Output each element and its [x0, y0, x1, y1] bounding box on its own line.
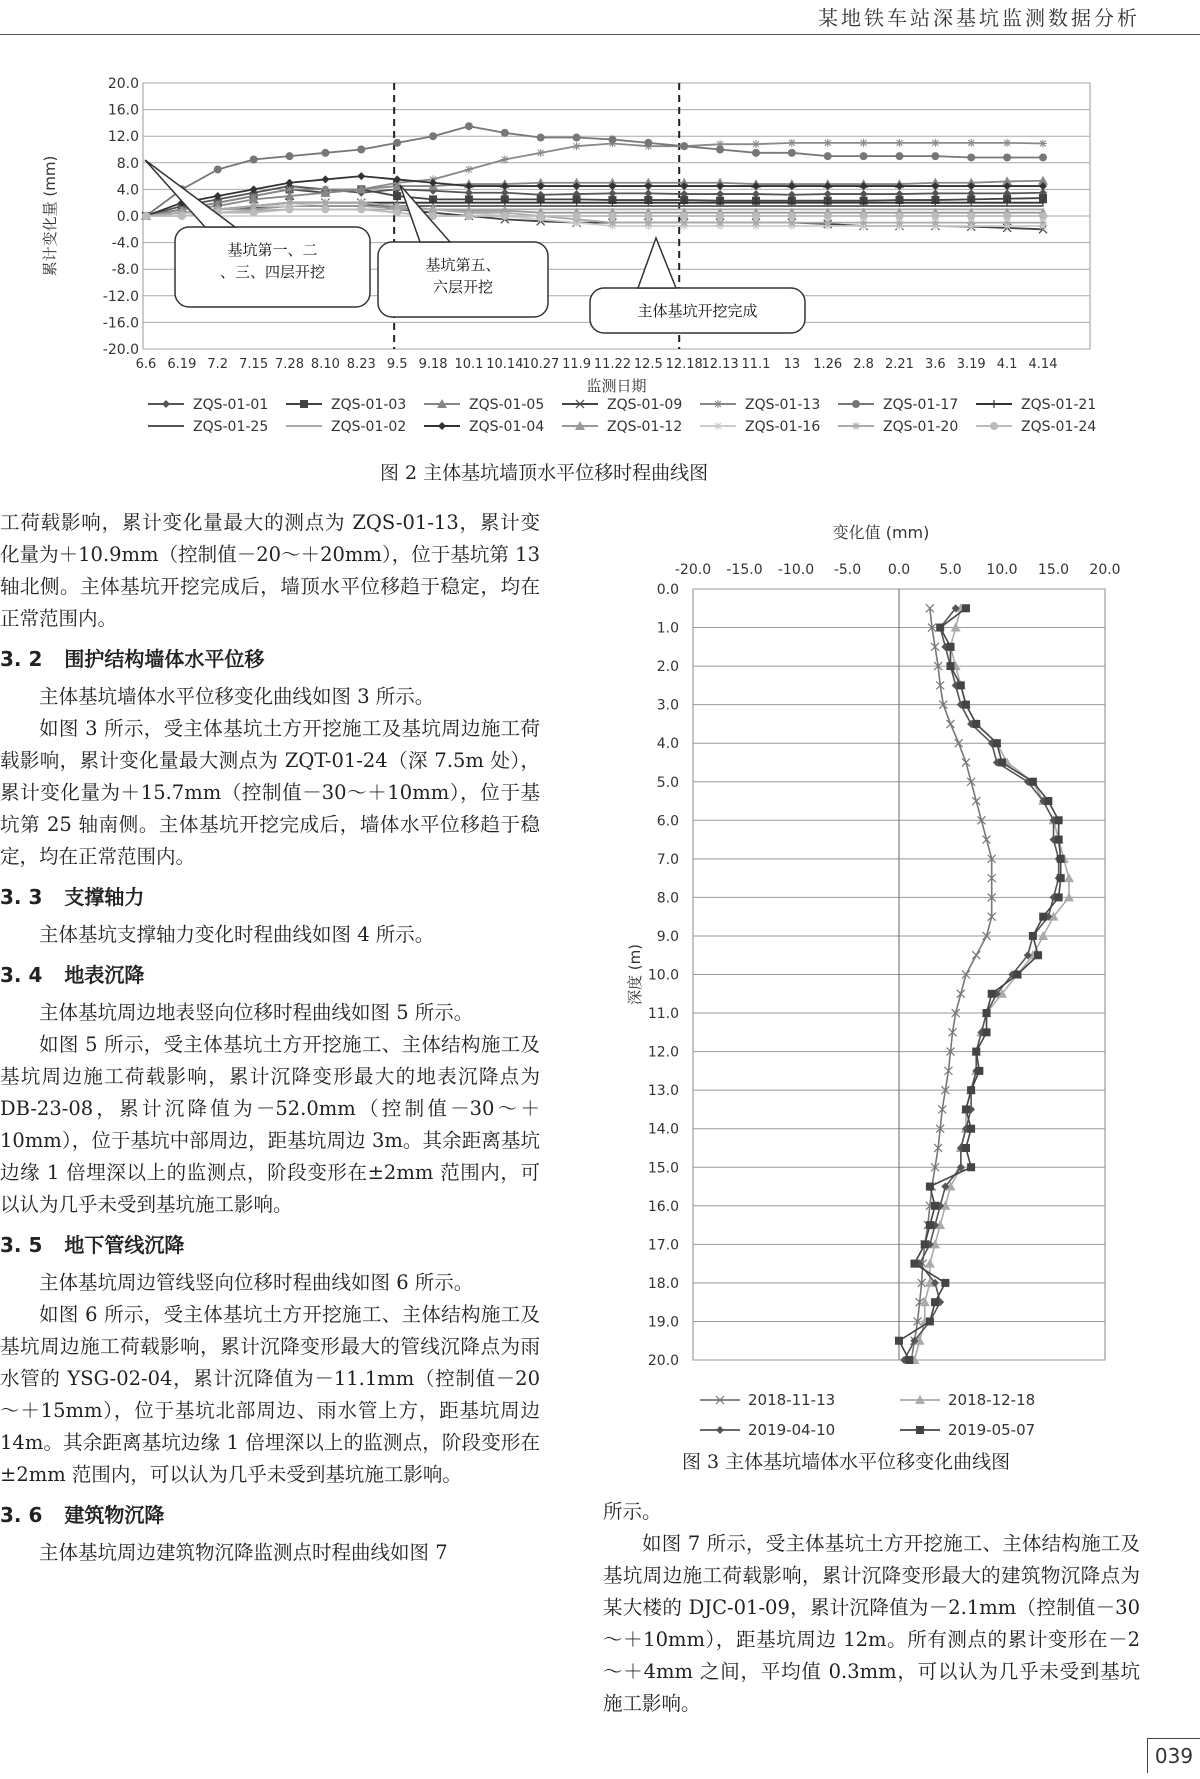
legend-item	[562, 397, 682, 413]
y-tick-label: 5.0	[656, 774, 679, 791]
callout-text: 、三、四层开挖	[219, 263, 326, 281]
section-title: 建筑物沉降	[64, 1503, 165, 1527]
left-column	[0, 507, 540, 1569]
data-point	[214, 165, 222, 173]
y-tick-label: 7.0	[656, 851, 679, 868]
data-point	[931, 1298, 939, 1306]
data-point	[895, 1337, 903, 1345]
y-tick-label: 0.0	[656, 582, 679, 598]
x-tick-label: 10.1	[454, 357, 484, 372]
section-number: 3. 5	[0, 1233, 43, 1257]
data-point	[752, 212, 760, 220]
data-point	[680, 142, 688, 150]
x-tick-label: 4.14	[1028, 357, 1058, 372]
data-point	[357, 185, 365, 193]
x-tick-label: 3.19	[956, 357, 986, 372]
section-heading-3-5	[0, 1229, 540, 1261]
data-point	[936, 624, 944, 632]
legend-label: ZQS-01-03	[331, 397, 407, 413]
x-tick-label: 9.18	[418, 357, 448, 372]
data-point	[931, 152, 939, 160]
data-point	[1055, 816, 1063, 824]
y-tick-label: 6.0	[656, 813, 679, 830]
legend-label: ZQS-01-24	[1021, 419, 1097, 435]
callout-mask	[204, 228, 236, 232]
data-point	[321, 205, 329, 213]
x-tick-label: -10.0	[777, 562, 815, 578]
x-tick-label: 12.13	[701, 357, 739, 372]
x-tick-label: 6.6	[135, 357, 157, 372]
legend-item	[562, 419, 682, 435]
x-tick-label: 5.0	[939, 562, 962, 578]
legend-item	[976, 419, 1096, 435]
x-tick-label: -5.0	[833, 562, 862, 578]
data-point	[501, 129, 509, 137]
legend-label: ZQS-01-17	[883, 397, 959, 413]
callout-mask	[637, 289, 677, 293]
section-heading-3-6	[0, 1499, 540, 1531]
data-point	[1039, 212, 1047, 220]
data-point	[501, 155, 509, 163]
legend-label: ZQS-01-09	[607, 397, 683, 413]
paragraph: 主体基坑周边管线竖向位移时程曲线如图 6 所示。	[39, 1271, 474, 1294]
paragraph: 如图 5 所示，受主体基坑土方开挖施工、主体结构施工及基坑周边施工荷载影响，累计沉降变形最大的地表沉降点为 DB-23-08，累计沉降值为－52.0mm（控制值－30～＋10mm），位于基坑中部周边，距基坑周边 3m。其余距离基坑边缘 1 倍埋深以上的监测点，阶段变形在±2mm 范围内，可以认为几乎未受到基坑施工影响。	[0, 1033, 540, 1216]
data-point	[1003, 212, 1011, 220]
data-point	[967, 212, 975, 220]
x-tick-label: 2.21	[885, 357, 914, 372]
data-point	[393, 139, 401, 147]
x-tick-label: 8.23	[346, 357, 376, 372]
data-point	[465, 212, 473, 220]
data-point	[537, 134, 545, 142]
y-tick-label: 17.0	[647, 1237, 679, 1254]
y-tick-label: 11.0	[647, 1006, 679, 1023]
y-tick-label: 18.0	[647, 1275, 679, 1292]
x-tick-label: 11.22	[593, 357, 632, 372]
data-point	[250, 155, 258, 163]
data-point	[926, 1221, 934, 1229]
data-point	[962, 701, 970, 709]
y-axis-label: 累计变化量 (mm)	[41, 155, 59, 277]
data-point	[957, 681, 965, 689]
figure-2-caption: 图 2 主体基坑墙顶水平位移时程曲线图	[380, 462, 709, 484]
section-number: 3. 2	[0, 647, 43, 671]
data-point	[573, 142, 581, 150]
data-point	[931, 139, 939, 147]
data-point	[1057, 874, 1065, 882]
y-tick-label: 13.0	[647, 1083, 679, 1100]
y-tick-label: 4.0	[656, 736, 679, 753]
data-point	[393, 209, 401, 217]
data-point	[788, 212, 796, 220]
legend-label: ZQS-01-21	[1021, 397, 1097, 413]
data-point	[286, 152, 294, 160]
data-point	[1044, 797, 1052, 805]
data-point	[178, 212, 186, 220]
x-tick-label: 6.19	[167, 357, 197, 372]
section-number: 3. 3	[0, 885, 43, 909]
data-point	[895, 212, 903, 220]
data-point	[947, 662, 955, 670]
data-point	[972, 1048, 980, 1056]
legend-marker	[852, 400, 860, 408]
data-point	[680, 212, 688, 220]
data-point	[967, 1125, 975, 1133]
data-point	[931, 1202, 939, 1210]
y-tick-label: 14.0	[647, 1121, 679, 1138]
data-point	[1003, 139, 1011, 147]
data-point	[1003, 153, 1011, 161]
legend-label: ZQS-01-02	[331, 419, 407, 435]
data-point	[716, 146, 724, 154]
section-heading-3-2	[0, 643, 540, 675]
data-point	[998, 758, 1006, 766]
data-point	[1013, 971, 1021, 979]
y-tick-label: -4.0	[111, 235, 139, 252]
data-point	[250, 209, 258, 217]
section-heading-3-3	[0, 881, 540, 913]
x-tick-label: 3.6	[925, 357, 946, 372]
section-title: 地表沉降	[64, 963, 145, 987]
x-tick-label: 7.28	[275, 357, 304, 372]
legend-marker	[990, 400, 998, 408]
data-point	[967, 1163, 975, 1171]
figure-3-chart	[600, 515, 1160, 1439]
x-tick-label: 10.27	[522, 357, 560, 372]
data-point	[1029, 932, 1037, 940]
legend-marker	[852, 422, 860, 430]
paragraph: 所示。	[603, 1500, 662, 1523]
data-point	[321, 185, 329, 193]
data-point	[429, 132, 437, 140]
data-point	[962, 1105, 970, 1113]
callout-text: 基坑第一、二	[227, 241, 318, 259]
legend-marker	[990, 422, 998, 430]
x-tick-label: -15.0	[726, 562, 763, 578]
section-number: 3. 4	[0, 963, 43, 987]
figure-2-chart	[0, 60, 1200, 510]
legend-item	[900, 1421, 1035, 1439]
x-tick-label: 11.9	[562, 357, 592, 372]
callout-mask	[419, 243, 451, 247]
data-point	[465, 165, 473, 173]
x-tick-label: 9.5	[386, 357, 408, 372]
y-tick-label: 15.0	[647, 1160, 679, 1177]
x-tick-label: 8.10	[310, 357, 340, 372]
data-point	[1039, 140, 1047, 148]
callout-text: 基坑第五、	[425, 256, 501, 274]
data-point	[905, 1356, 913, 1364]
data-point	[573, 212, 581, 220]
y-tick-label: 16.0	[107, 102, 139, 119]
data-point	[142, 212, 150, 220]
section-title: 地下管线沉降	[64, 1233, 185, 1257]
x-tick-label: 2.8	[853, 357, 874, 372]
data-point	[1039, 153, 1047, 161]
running-header: 某地铁车站深基坑监测数据分析	[818, 6, 1140, 30]
data-point	[501, 212, 509, 220]
y-tick-label: 1.0	[656, 620, 679, 637]
x-tick-label: 13	[783, 357, 801, 372]
x-tick-label: 12.5	[633, 357, 663, 372]
data-point	[962, 1144, 970, 1152]
y-tick-label: 12.0	[647, 1044, 679, 1061]
legend-marker	[300, 400, 308, 408]
legend-label: ZQS-01-20	[883, 419, 959, 435]
data-point	[967, 139, 975, 147]
y-tick-label: 8.0	[116, 155, 139, 172]
legend-item	[700, 419, 820, 435]
right-column	[603, 1496, 1140, 1720]
data-point	[993, 739, 1001, 747]
data-point	[1055, 836, 1063, 844]
y-tick-label: 0.0	[116, 209, 139, 225]
data-point	[860, 212, 868, 220]
data-point	[926, 1317, 934, 1325]
x-tick-label: 1.26	[813, 357, 843, 372]
figure-3-caption: 图 3 主体基坑墙体水平位移变化曲线图	[682, 1451, 1011, 1473]
section-number: 3. 6	[0, 1503, 43, 1527]
data-point	[321, 149, 329, 157]
data-point	[1029, 778, 1037, 786]
data-point	[357, 205, 365, 213]
data-point	[752, 149, 760, 157]
legend-item	[976, 397, 1096, 413]
data-point	[465, 122, 473, 130]
callout-text: 六层开挖	[432, 278, 494, 296]
data-point	[1055, 893, 1063, 901]
data-point	[983, 1028, 991, 1036]
y-tick-label: -16.0	[102, 315, 139, 332]
section-heading-3-4	[0, 959, 540, 991]
data-point	[967, 153, 975, 161]
y-tick-label: 20.0	[647, 1353, 679, 1369]
data-point	[1039, 913, 1047, 921]
section-title: 围护结构墙体水平位移	[64, 647, 265, 671]
data-point	[988, 990, 996, 998]
y-tick-label: 20.0	[107, 76, 139, 92]
data-point	[537, 149, 545, 157]
legend-label: 2019-04-10	[748, 1421, 836, 1439]
legend-item	[700, 1421, 835, 1439]
paragraph: 主体基坑周边建筑物沉降监测点时程曲线如图 7	[39, 1541, 448, 1564]
legend-label: ZQS-01-13	[745, 397, 821, 413]
legend-item	[838, 419, 958, 435]
data-point	[573, 134, 581, 142]
x-tick-label: 4.1	[996, 357, 1018, 372]
header-rule	[0, 34, 1200, 35]
data-point	[286, 205, 294, 213]
callout-text: 主体基坑开挖完成	[637, 302, 758, 320]
legend-marker	[438, 422, 446, 430]
y-tick-label: 12.0	[107, 129, 139, 146]
legend-label: 2018-12-18	[948, 1391, 1036, 1409]
legend-item	[900, 1391, 1035, 1409]
legend-marker	[714, 422, 722, 430]
legend-item	[424, 419, 544, 435]
data-point	[608, 136, 616, 144]
legend-marker	[716, 1426, 724, 1434]
legend-label: 2018-11-13	[748, 1391, 836, 1409]
legend-label: ZQS-01-05	[469, 397, 545, 413]
data-point	[895, 152, 903, 160]
legend-marker	[714, 400, 722, 408]
x-tick-label: 20.0	[1089, 562, 1121, 578]
data-point	[895, 139, 903, 147]
legend-label: ZQS-01-01	[193, 397, 269, 413]
legend-label: ZQS-01-25	[193, 419, 269, 435]
data-point	[926, 1183, 934, 1191]
legend-item	[700, 1391, 835, 1409]
x-tick-label: 7.2	[207, 357, 229, 372]
legend-item	[286, 419, 406, 435]
x-tick-label: 0.0	[887, 562, 911, 578]
data-point	[644, 139, 652, 147]
y-tick-label: -20.0	[102, 342, 139, 358]
y-tick-label: 16.0	[647, 1198, 679, 1215]
x-tick-label: 10.14	[486, 357, 524, 372]
data-point	[921, 1240, 929, 1248]
data-point	[962, 604, 970, 612]
data-point	[537, 212, 545, 220]
data-point	[357, 146, 365, 154]
paragraph: 工荷载影响，累计变化量最大的测点为 ZQS-01-13，累计变化量为＋10.9mm（控制值－20～＋20mm），位于基坑第 13 轴北侧。主体基坑开挖完成后，墙顶水平位移趋于稳定，均在正常范围内。	[0, 511, 540, 630]
legend-marker	[916, 1426, 924, 1434]
data-point	[1057, 855, 1065, 863]
x-tick-label: 15.0	[1037, 562, 1070, 578]
x-tick-label: -20.0	[674, 562, 712, 578]
paragraph: 主体基坑支撑轴力变化时程曲线如图 4 所示。	[39, 923, 435, 946]
legend-item	[286, 397, 406, 413]
data-point	[788, 139, 796, 147]
paragraph: 如图 6 所示，受主体基坑土方开挖施工、主体结构施工及基坑周边施工荷载影响，累计沉降变形最大的管线沉降点为雨水管的 YSG-02-04，累计沉降值为－11.1mm（控制值－20～＋15mm），位于基坑北部周边、雨水管上方，距基坑周边 14m。其余距离基坑边缘 1 倍埋深以上的监测点，阶段变形在±2mm 范围内，可以认为几乎未受到基坑施工影响。	[0, 1303, 540, 1486]
y-tick-label: 19.0	[647, 1314, 679, 1331]
data-point	[824, 152, 832, 160]
legend-item	[148, 397, 268, 413]
y-tick-label: -8.0	[111, 262, 139, 279]
x-axis-label: 监测日期	[586, 377, 647, 395]
y-axis-label: 深度 (m)	[626, 943, 644, 1006]
page-number: 039	[1147, 1738, 1200, 1773]
section-title: 支撑轴力	[64, 885, 145, 909]
y-tick-label: 3.0	[656, 697, 679, 714]
data-point	[608, 212, 616, 220]
y-tick-label: 8.0	[656, 890, 679, 907]
data-point	[910, 1260, 918, 1268]
legend-label: 2019-05-07	[948, 1421, 1036, 1439]
paragraph: 主体基坑周边地表竖向位移时程曲线如图 5 所示。	[39, 1001, 474, 1024]
legend-item	[148, 419, 268, 435]
data-point	[752, 140, 760, 148]
legend-marker	[162, 400, 170, 408]
data-point	[983, 1009, 991, 1017]
legend-label: ZQS-01-04	[469, 419, 545, 435]
y-tick-label: 2.0	[656, 659, 679, 676]
paragraph: 如图 7 所示，受主体基坑土方开挖施工、主体结构施工及基坑周边施工荷载影响，累计沉降变形最大的建筑物沉降点为某大楼的 DJC-01-09，累计沉降值为－2.1mm（控制值－30～＋10mm），距基坑周边 12m。所有测点的累计变形在－2～＋4mm 之间，平均值 0.3mm，可以认为几乎未受到基坑施工影响。	[603, 1532, 1140, 1715]
data-point	[860, 139, 868, 147]
x-tick-label: 10.0	[986, 562, 1018, 578]
data-point	[941, 1279, 949, 1287]
data-point	[788, 149, 796, 157]
data-point	[931, 212, 939, 220]
data-point	[947, 643, 955, 651]
legend-label: ZQS-01-12	[607, 419, 683, 435]
data-point	[860, 152, 868, 160]
y-tick-label: 9.0	[656, 928, 679, 945]
legend-item	[700, 397, 820, 413]
y-tick-label: 10.0	[647, 967, 679, 984]
y-tick-label: -12.0	[102, 288, 139, 305]
data-point	[972, 720, 980, 728]
x-tick-label: 11.1	[741, 357, 771, 372]
paragraph: 如图 3 所示，受主体基坑土方开挖施工及基坑周边施工荷载影响，累计变化量最大测点为 ZQT-01-24（深 7.5m 处），累计变化量为＋15.7mm（控制值－30～＋10mm），位于基坑第 25 轴南侧。主体基坑开挖完成后，墙体水平位移趋于稳定，均在正常范围内。	[0, 717, 540, 868]
paragraph: 主体基坑墙体水平位移变化曲线如图 3 所示。	[39, 685, 435, 708]
x-axis-label: 变化值 (mm)	[832, 523, 930, 542]
legend-item	[424, 397, 544, 413]
x-tick-label: 7.15	[239, 357, 269, 372]
data-point	[967, 1086, 975, 1094]
data-point	[824, 212, 832, 220]
legend-item	[838, 397, 958, 413]
data-point	[644, 212, 652, 220]
data-point	[824, 139, 832, 147]
data-point	[975, 1067, 983, 1075]
data-point	[716, 212, 724, 220]
x-tick-label: 12.18	[665, 357, 703, 372]
data-point	[1034, 951, 1042, 959]
legend-label: ZQS-01-16	[745, 419, 821, 435]
y-tick-label: 4.0	[116, 182, 139, 199]
